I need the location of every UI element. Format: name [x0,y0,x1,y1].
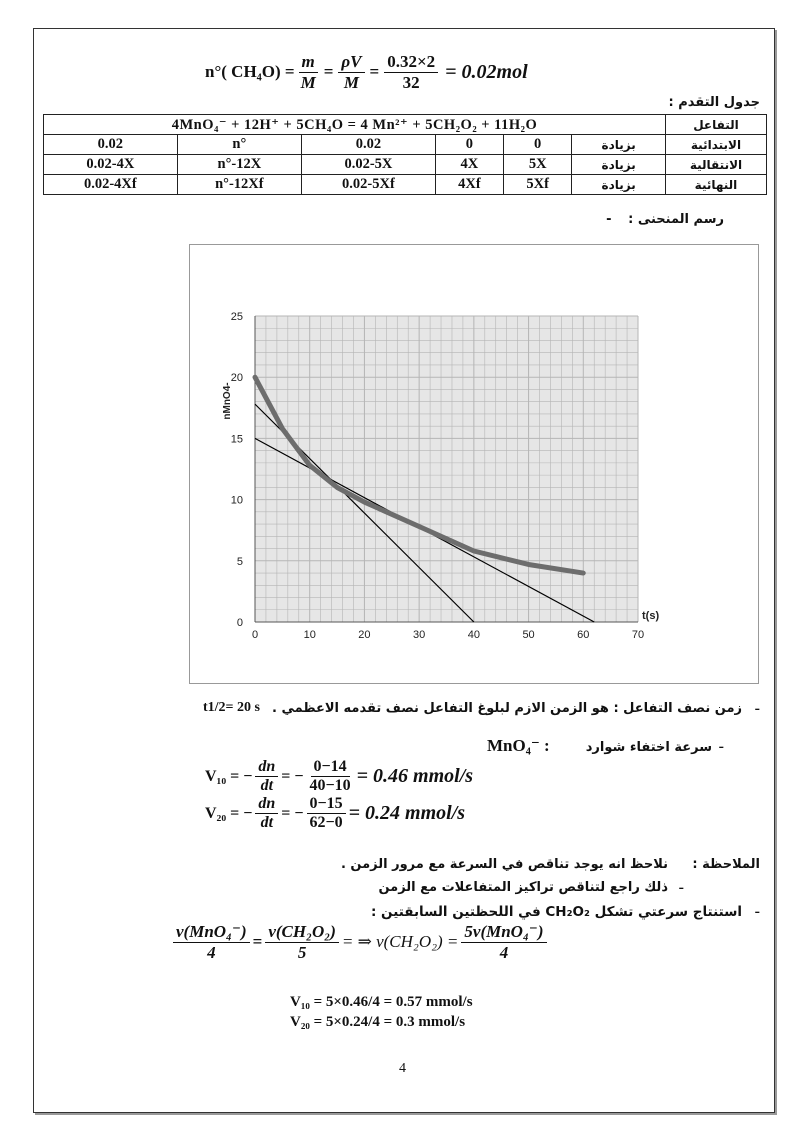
table-cell: 0.02-4X [44,155,178,175]
frac-den: 5 [297,942,307,962]
frac-num: 0−15 [307,795,346,814]
table-cell: 0 [504,135,572,155]
equals-sign: = [369,62,380,82]
top-eq-lhs: n°( CH₄O) = [205,62,295,82]
frac-den: 62−0 [309,814,343,832]
x-tick-label: 0 [251,629,259,641]
speed-heading: سرعة اختفاء شوارد [585,740,712,755]
x-tick-label: 10 [303,629,316,641]
derivative-frac [255,758,278,796]
frac-num: 5v(MnO₄⁻) [461,922,546,943]
y-tick-label: 25 [230,311,243,323]
v10-label: V₁₀ = − [205,767,253,785]
table-cell: 0.02-5X [302,155,436,175]
curve-heading [606,212,724,227]
numeric-frac [307,758,354,796]
frac-num: v(MnO₄⁻) [173,922,250,943]
bullet-dash: - [718,738,724,755]
table-cell: 0.02-5Xf [302,175,436,195]
deduce-heading: استنتاج سرعتي تشكل CH₂O₂ في اللحظتين السابقتين : [370,904,742,920]
remark-1: نلاحظ انه يوجد تناقص في السرعة مع مرور الزمن . [340,857,668,872]
v20-result: = 0.24 mmol/s [348,802,466,825]
remark-label: الملاحظة : [692,857,760,872]
top-eq-frac-2 [338,52,364,92]
y-tick-label: 10 [230,494,243,507]
x-tick-label: 40 [467,629,480,641]
frac-den: dt [260,777,274,795]
table-cell: 5X [504,155,572,175]
row-label: الابتدائية [666,135,767,155]
half-life-text: زمن نصف التفاعل : هو الزمن الازم لبلوغ التفاعل نصف تقدمه الاعظمي . [272,701,742,716]
table-cell: 0.02-4Xf [44,175,178,195]
table-cell: 0.02 [44,135,178,155]
table-cell: 0.02 [302,135,436,155]
frac-den: 40−10 [309,777,351,795]
x-axis-label: t(s) [642,610,660,622]
relation-frac-a [173,922,250,962]
chart-svg [190,245,758,683]
chart-container [189,244,759,684]
x-tick-label: 20 [358,629,371,641]
bullet-dash: - [678,879,684,896]
table-row [44,155,767,175]
x-tick-label: 30 [413,629,426,641]
table-cell: 4Xf [435,175,503,195]
equals-sign: = [252,932,263,952]
v10-equation [205,758,473,796]
reaction-equation: 4MnO₄⁻ + 12H⁺ + 5CH₄O = 4 Mn²⁺ + 5CH₂O₂ + 11H₂O [44,115,666,135]
y-tick-label: 20 [230,372,243,385]
bullet-dash: - [606,212,612,227]
frac-den: 4 [499,942,509,962]
row-label: التفاعل [666,115,767,135]
derivative-frac [255,795,278,833]
bullet-dash: - [754,903,760,920]
page-number: 4 [399,1061,406,1076]
frac-num: dn [255,758,278,777]
table-cell: n°-12Xf [177,175,301,195]
v10-result: = 0.46 mmol/s [356,765,474,788]
table-cell: بزيادة [572,175,666,195]
frac-den: 4 [207,942,216,962]
frac-num: 0.32×2 [384,52,438,73]
y-axis-label: nMnO4- [222,382,233,420]
row-label: النهائية [666,175,767,195]
table-row [44,115,767,135]
table-cell: 5Xf [504,175,572,195]
numeric-frac [307,795,346,833]
x-tick-label: 60 [577,629,590,641]
equals-sign: = − [281,767,304,785]
top-eq-frac-3 [384,52,438,92]
y-tick-label: 5 [236,555,243,568]
table-cell: 4X [435,155,503,175]
frac-num: dn [255,795,278,814]
x-tick-label: 70 [631,629,645,641]
curve-heading-text: رسم المنحنى : [628,212,724,227]
frac-den: 32 [402,72,420,92]
frac-num: v(CH₂O₂) [265,922,339,943]
equals-sign: = − [281,804,304,822]
v20-label: V₂₀ = − [205,804,253,822]
table-cell: بزيادة [572,155,666,175]
frac-num: m [299,52,318,73]
top-eq-frac-1 [298,52,319,92]
table-title: جدول التقدم : [668,95,760,110]
relation-arrow: = ⇒ v(CH₂O₂) = [341,932,459,952]
frac-den: M [300,72,316,92]
remark-2: ذلك راجع لتناقص تراكيز المتفاعلات مع الزمن [378,880,668,895]
advance-table [43,114,767,195]
table-row [44,135,767,155]
top-eq-result: = 0.02mol [445,60,528,83]
frac-num: 0−14 [311,758,350,777]
half-life-line [203,700,260,716]
table-cell: بزيادة [572,135,666,155]
top-equation [205,52,528,92]
rate-relation [170,922,550,962]
speed-species: MnO₄⁻ : [487,736,550,755]
y-tick-label: 0 [236,617,243,629]
y-tick-label: 15 [230,433,243,446]
result-2: V₂₀ = 5×0.24/4 = 0.3 mmol/s [290,1014,466,1030]
v20-equation [205,795,465,833]
row-label: الانتقالية [666,155,767,175]
equals-sign: = [323,62,334,82]
frac-num: ρV [338,52,364,73]
table-row [44,175,767,195]
table-cell: n° [177,135,301,155]
frac-den: M [343,72,360,92]
x-tick-label: 50 [522,629,535,641]
frac-den: dt [260,814,274,832]
table-cell: 0 [435,135,503,155]
table-cell: n°-12X [177,155,301,175]
half-life-value: t1/2= 20 s [203,700,260,715]
relation-frac-c [461,922,546,962]
bullet-dash: - [754,700,760,717]
result-1: V₁₀ = 5×0.46/4 = 0.57 mmol/s [290,994,473,1010]
relation-frac-b [265,922,339,962]
